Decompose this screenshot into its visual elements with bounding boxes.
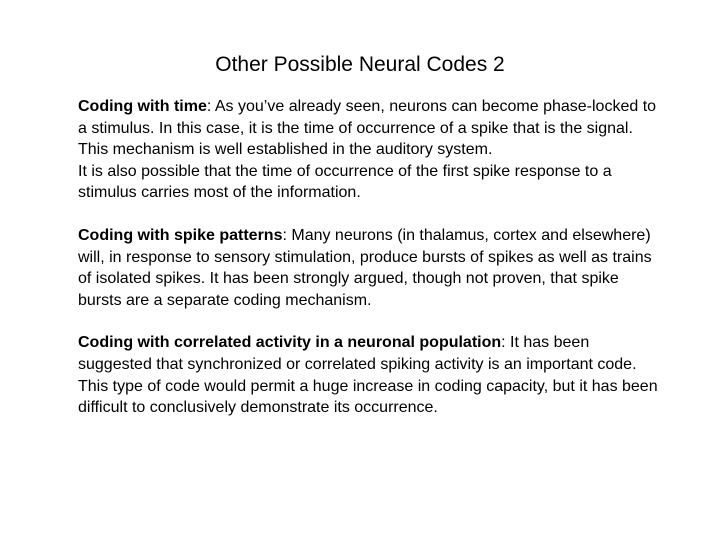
paragraph-heading: Coding with time: [78, 98, 207, 115]
slide-body: [78, 96, 658, 419]
paragraph-text: : Many neurons (in thalamus, cortex and elsewhere) will, in response to sensory stimulation, produce bursts of spikes as well as trains of isolated spikes. It has been strongly argued, though not proven, that spike bursts are a separate coding mechanism.: [78, 226, 652, 309]
slide-title: Other Possible Neural Codes 2: [215, 53, 505, 76]
paragraph-text: : As you’ve already seen, neurons can become phase-locked to a stimulus. In this case, it is the time of occurrence of a spike that is the signal. This mechanism is well established in the auditory system.: [78, 98, 657, 159]
paragraph-heading: Coding with correlated activity in a neuronal population: [78, 334, 502, 352]
paragraph-text: It is also possible that the time of occurrence of the first spike response to a stimulus carries most of the information.: [78, 162, 612, 202]
paragraph-coding-with-time: [78, 96, 658, 204]
paragraph-heading: Coding with spike patterns: [78, 226, 283, 244]
paragraph-text: : It has been suggested that synchronized or correlated spiking activity is an important code. This type of code would permit a huge increase in coding capacity, but it has been difficult to conclusively demonstrate its occurrence.: [78, 334, 658, 417]
paragraph-coding-with-spike-patterns: [78, 225, 658, 311]
paragraph-coding-with-correlated-activity: [78, 332, 658, 418]
